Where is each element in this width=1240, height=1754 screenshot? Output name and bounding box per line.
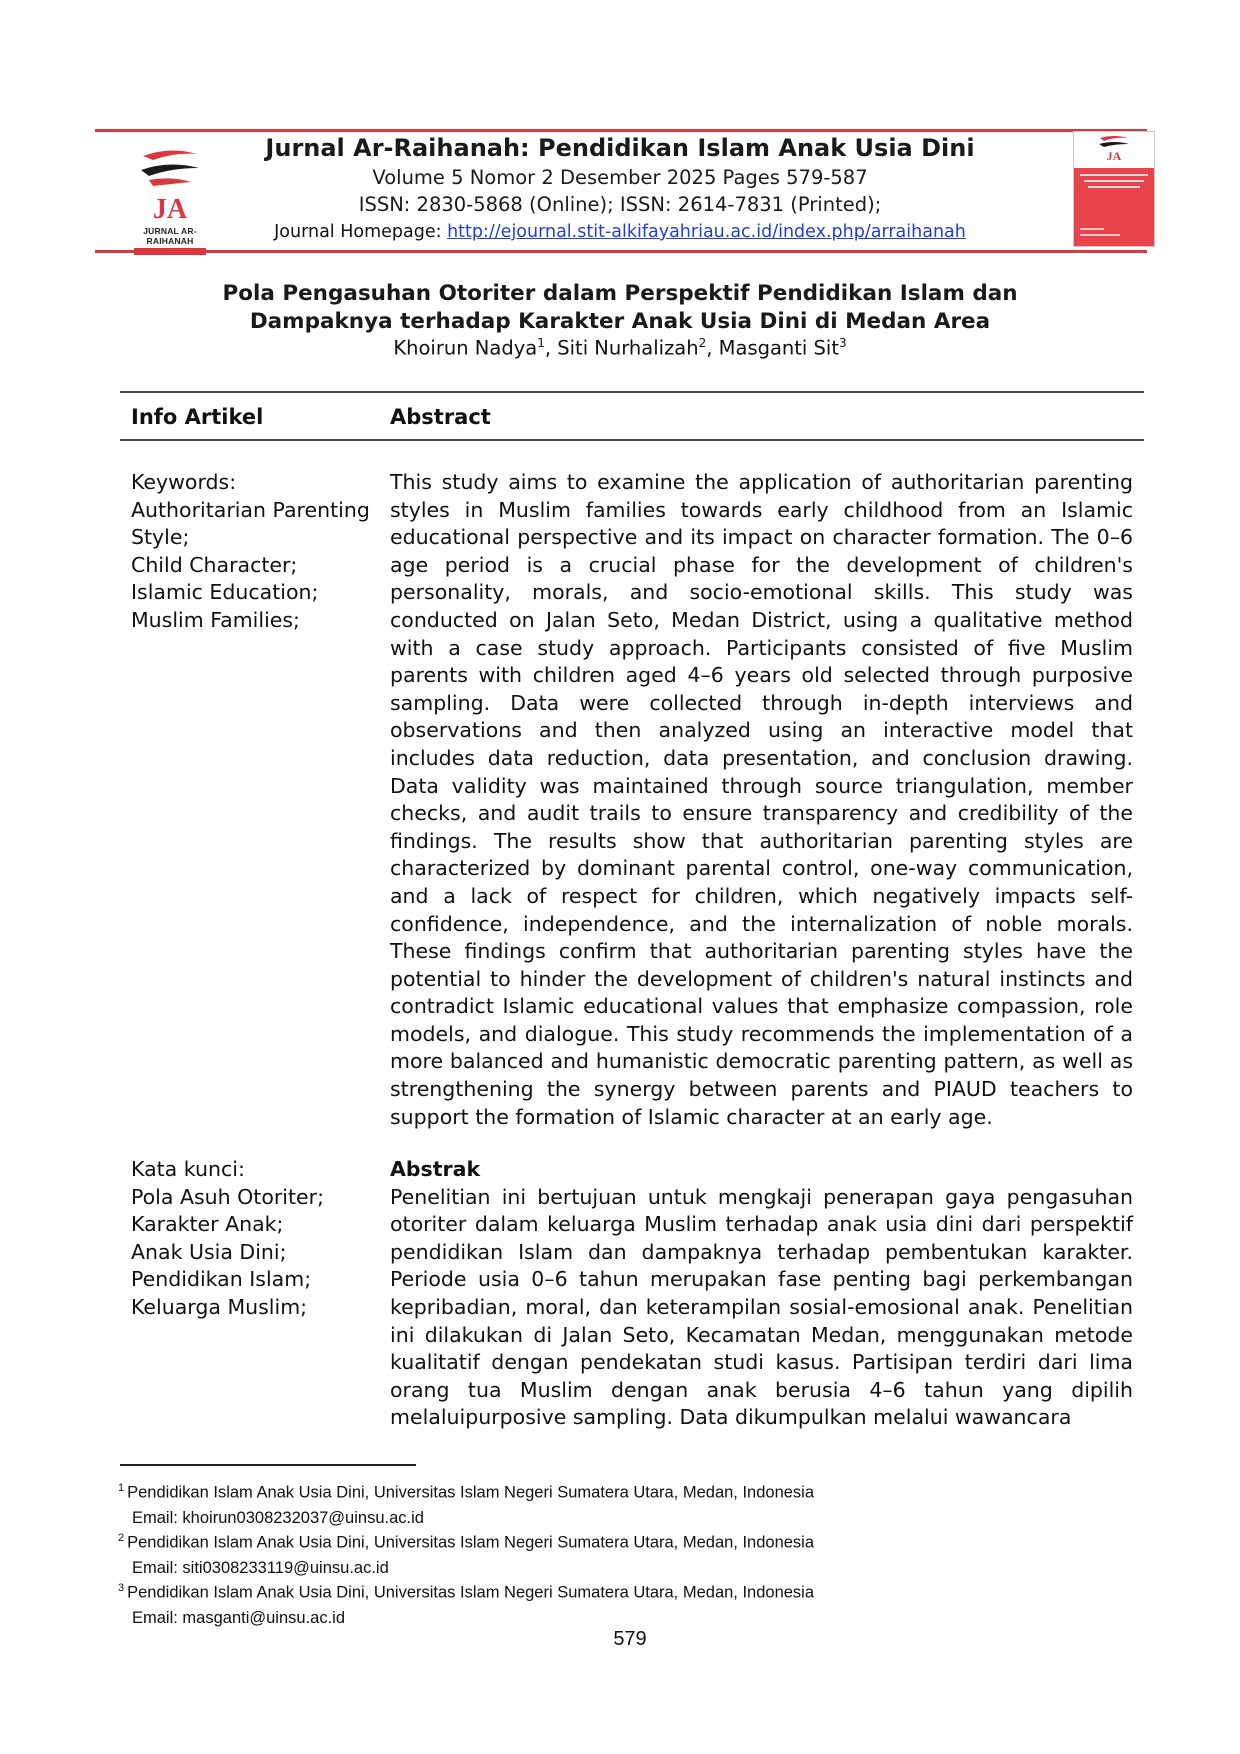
author-2: Siti Nurhalizah — [557, 336, 699, 360]
article-title-line1: Pola Pengasuhan Otoriter dalam Perspektif Pendidikan Islam dan — [222, 281, 1018, 306]
footnote-rule — [120, 1464, 416, 1466]
cover-logo-mark — [1074, 132, 1154, 168]
abstrak-heading: Abstrak — [390, 1157, 481, 1181]
author-3-affil-ref: 3 — [839, 336, 847, 350]
footnote-number: 2 — [118, 1532, 125, 1544]
abstrak-id-text: Penelitian ini bertujuan untuk mengkaji penerapan gaya pengasuhan otoriter dalam keluarga Muslim terhadap anak usia dini dari perspektif pendidikan Islam dan dampaknya terhadap pembentukan karakter. Periode usia 0–6 tahun merupakan fase penting bagi perkembangan kepribadian, moral, dan keterampilan sosial-emosional anak. Penelitian ini dilakukan di Jalan Seto, Kecamatan Medan, menggunakan metode kualitatif dengan pendekatan studi kasus. Partisipan terdiri dari lima orang tua Muslim dengan anak berusia 4–6 tahun yang dipilih melaluipurposive sampling. Data dikumpulkan melalui wawancara — [390, 1184, 1133, 1430]
kata-kunci-label: Kata kunci: — [131, 1157, 245, 1181]
author-1-affil-ref: 1 — [537, 336, 545, 350]
logo-mark-text: JA — [152, 194, 188, 224]
journal-issn: ISSN: 2830-5868 (Online); ISSN: 2614-7831 (Printed); — [358, 193, 882, 216]
header-top-rule — [95, 129, 1147, 132]
abstract-heading: Abstract — [390, 405, 491, 429]
footnote-affiliation: Pendidikan Islam Anak Usia Dini, Universitas Islam Negeri Sumatera Utara, Medan, Indonesia — [127, 1483, 815, 1502]
keyword-item: Authoritarian Parenting — [131, 497, 370, 522]
keywords-label: Keywords: — [131, 470, 237, 494]
homepage-label: Journal Homepage: — [274, 222, 448, 242]
footnote-email: Email: masganti@uinsu.ac.id — [132, 1608, 346, 1627]
journal-logo-mark — [135, 146, 205, 224]
cover-mark-text: JA — [1106, 149, 1122, 163]
journal-cover-thumbnail — [1073, 131, 1155, 247]
table-head-rule — [120, 439, 1144, 441]
footnote-number: 1 — [118, 1482, 125, 1494]
footnote-3 — [118, 1576, 1018, 1631]
page-number: 579 — [613, 1628, 647, 1650]
author-separator: , — [706, 336, 719, 360]
keywords-en — [131, 469, 381, 634]
header-bottom-rule — [95, 250, 1147, 253]
footnote-affiliation: Pendidikan Islam Anak Usia Dini, Universitas Islam Negeri Sumatera Utara, Medan, Indonesia — [127, 1583, 815, 1602]
abstract-en — [390, 469, 1133, 1131]
footnote-affiliation: Pendidikan Islam Anak Usia Dini, Universitas Islam Negeri Sumatera Utara, Medan, Indonesia — [127, 1533, 815, 1552]
footnote-1 — [118, 1476, 1018, 1531]
footnote-email: Email: khoirun0308232037@uinsu.ac.id — [132, 1508, 424, 1527]
keywords-id — [131, 1156, 381, 1321]
author-separator: , — [544, 336, 558, 360]
journal-homepage — [250, 222, 990, 242]
keyword-item: Pola Asuh Otoriter; — [131, 1184, 324, 1209]
keyword-item: Keluarga Muslim; — [131, 1294, 308, 1319]
journal-title: Jurnal Ar-Raihanah: Pendidikan Islam Anak Usia Dini — [265, 134, 975, 162]
homepage-link[interactable]: http://ejournal.stit-alkifayahriau.ac.id/index.php/arraihanah — [447, 222, 966, 242]
keyword-item: Karakter Anak; — [131, 1212, 284, 1236]
table-top-rule — [120, 391, 1144, 393]
info-artikel-heading: Info Artikel — [131, 405, 264, 429]
abstract-en-text: This study aims to examine the application of authoritarian parenting styles in Muslim families towards early childhood from an Islamic educational perspective and its impact on character formation. The 0–6 age period is a crucial phase for the development of children's personality, morals, and socio-emotional skills. This study was conducted on Jalan Seto, Medan District, using a qualitative method with a case study approach. Participants consisted of five Muslim parents with children aged 4–6 years old selected through purposive sampling. Data were collected through in-depth interviews and observations and then analyzed using an interactive model that includes data reduction, data presentation, and conclusion drawing. Data validity was maintained through source triangulation, member checks, and audit trails to ensure transparency and credibility of the findings. The results show that authoritarian parenting styles are characterized by dominant parental control, one-way communication, and a lack of respect for children, which negatively impacts self-confidence, independence, and the internalization of noble morals. These findings confirm that authoritarian parenting styles have the potential to hinder the development of children's natural instincts and contradict Islamic educational values that emphasize compassion, role models, and dialogue. This study recommends the implementation of a more balanced and humanistic democratic parenting pattern, as well as strengthening the synergy between parents and PIAUD teachers to support the formation of Islamic character at an early age. — [390, 470, 1133, 1129]
keyword-item: Style; — [131, 525, 190, 549]
keyword-item: Anak Usia Dini; — [131, 1239, 287, 1264]
author-3: Masganti Sit — [718, 336, 839, 360]
author-2-affil-ref: 2 — [698, 336, 707, 350]
footnote-2 — [118, 1526, 1018, 1581]
keyword-item: Muslim Families; — [131, 607, 300, 632]
footnote-email: Email: siti0308233119@uinsu.ac.id — [132, 1558, 389, 1577]
article-title-line2: Dampaknya terhadap Karakter Anak Usia Dini di Medan Area — [249, 309, 991, 334]
footnote-number: 3 — [118, 1582, 125, 1594]
author-list — [180, 336, 1060, 360]
author-1: Khoirun Nadya — [393, 336, 538, 360]
keyword-item: Child Character; — [131, 552, 298, 577]
keyword-item: Pendidikan Islam; — [131, 1267, 312, 1291]
keyword-item: Islamic Education; — [131, 580, 319, 604]
journal-logo — [120, 146, 220, 254]
logo-tag-bar — [134, 248, 206, 255]
abstrak-id — [390, 1156, 1133, 1432]
journal-volume: Volume 5 Nomor 2 Desember 2025 Pages 579-587 — [372, 166, 868, 189]
logo-brand-text: JURNAL AR-RAIHANAH — [143, 226, 197, 246]
